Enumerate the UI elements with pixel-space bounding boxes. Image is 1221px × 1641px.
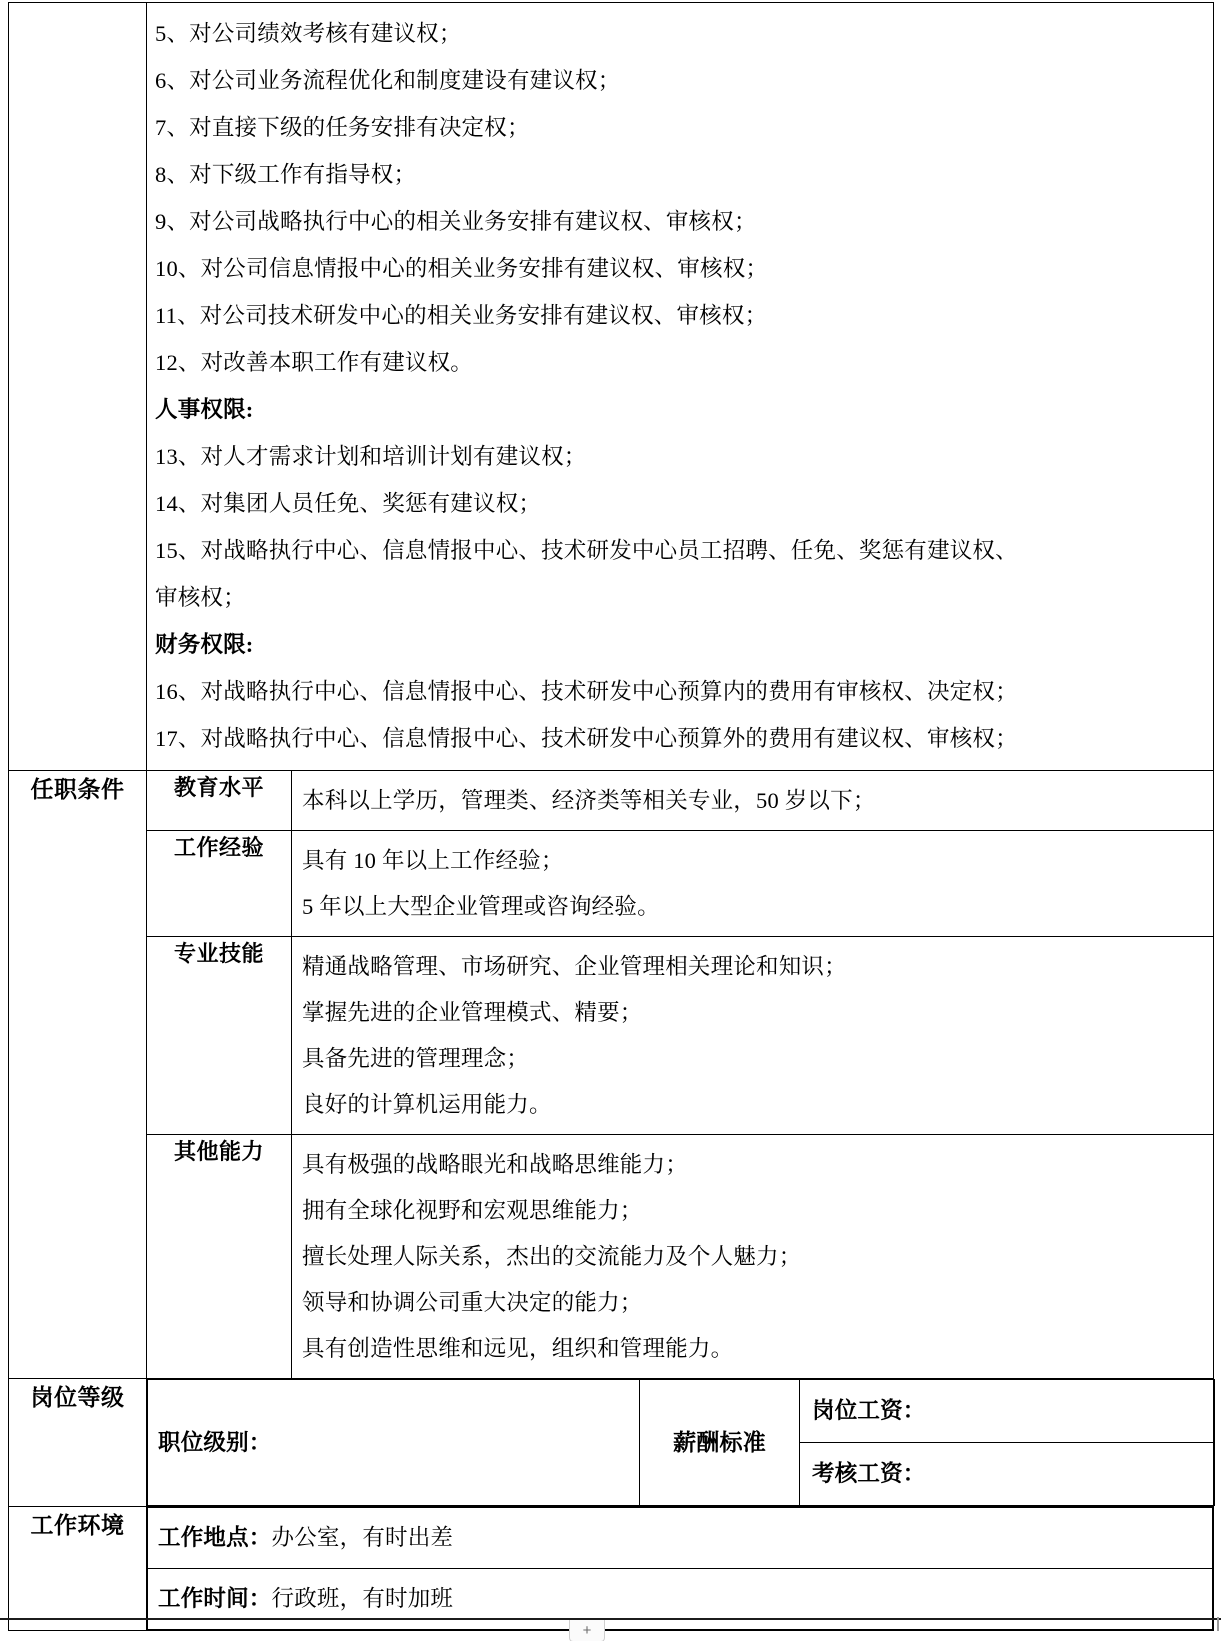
authority-item: 12、对改善本职工作有建议权。 xyxy=(155,350,474,375)
performance-salary-label: 考核工资： xyxy=(812,1461,926,1486)
position-level-label: 职位级别： xyxy=(158,1429,272,1455)
hr-authority-item: 15、对战略执行中心、信息情报中心、技术研发中心员工招聘、任免、奖惩有建议权、 xyxy=(155,538,1018,563)
authority-item: 5、对公司绩效考核有建议权； xyxy=(155,21,462,46)
work-hours-label: 工作时间： xyxy=(158,1586,272,1611)
qualifications-row-label-cell xyxy=(9,771,147,1379)
work-location-cell xyxy=(148,1508,1213,1569)
insert-page-button[interactable]: + xyxy=(569,1620,605,1641)
education-line: 本科以上学历，管理类、经济类等相关专业，50 岁以下； xyxy=(302,788,876,813)
authority-item: 9、对公司战略执行中心的相关业务安排有建议权、审核权； xyxy=(155,209,757,234)
authority-item: 10、对公司信息情报中心的相关业务安排有建议权、审核权； xyxy=(155,256,769,281)
base-salary-label: 岗位工资： xyxy=(812,1398,926,1423)
page-break-control xyxy=(0,1612,1221,1641)
experience-label: 工作经验 xyxy=(173,835,264,860)
finance-authority-item: 17、对战略执行中心、信息情报中心、技术研发中心预算外的费用有建议权、审核权； xyxy=(155,726,1018,751)
finance-authority-heading: 财务权限: xyxy=(155,632,254,657)
salary-standard-label-cell xyxy=(640,1380,800,1506)
work-location-label: 工作地点： xyxy=(158,1525,272,1550)
table-row-other-abilities xyxy=(9,1135,1214,1379)
other-abilities-line: 领导和协调公司重大决定的能力； xyxy=(302,1290,643,1315)
experience-line: 5 年以上大型企业管理或咨询经验。 xyxy=(302,894,660,919)
hr-authority-item: 审核权； xyxy=(155,585,246,610)
grade-row-label: 岗位等级 xyxy=(30,1385,125,1410)
grade-row-label-cell xyxy=(9,1379,147,1507)
table-row-authority xyxy=(9,3,1214,771)
education-label: 教育水平 xyxy=(173,775,264,800)
page-break-divider xyxy=(0,1618,1221,1620)
authority-content-cell xyxy=(147,3,1214,771)
grade-content-cell xyxy=(147,1379,1214,1507)
other-abilities-line: 擅长处理人际关系，杰出的交流能力及个人魅力； xyxy=(302,1244,802,1269)
authority-row-label xyxy=(9,3,146,11)
education-label-cell xyxy=(147,771,292,831)
education-content-cell xyxy=(292,771,1214,831)
skills-line: 掌握先进的企业管理模式、精要； xyxy=(302,1000,643,1025)
table-row-education xyxy=(9,771,1214,831)
table-row-experience xyxy=(9,831,1214,937)
work-location-value: 办公室，有时出差 xyxy=(271,1525,454,1550)
position-level-cell xyxy=(148,1380,640,1506)
performance-salary-cell xyxy=(800,1443,1215,1506)
scroll-tick-marker xyxy=(1217,1617,1219,1631)
work-location-row xyxy=(148,1508,1213,1569)
qualifications-row-label: 任职条件 xyxy=(30,777,125,802)
hr-authority-item: 13、对人才需求计划和培训计划有建议权； xyxy=(155,444,587,469)
grade-inner-row-1 xyxy=(148,1380,1215,1443)
authority-item: 6、对公司业务流程优化和制度建设有建议权； xyxy=(155,68,621,93)
base-salary-cell xyxy=(800,1380,1215,1443)
finance-authority-item: 16、对战略执行中心、信息情报中心、技术研发中心预算内的费用有审核权、决定权； xyxy=(155,679,1018,704)
other-abilities-line: 拥有全球化视野和宏观思维能力； xyxy=(302,1198,643,1223)
other-abilities-content-cell xyxy=(292,1135,1214,1379)
salary-standard-label: 薪酬标准 xyxy=(673,1429,766,1455)
other-abilities-label: 其他能力 xyxy=(173,1139,264,1164)
hr-authority-heading: 人事权限: xyxy=(155,397,254,422)
other-abilities-line: 具有极强的战略眼光和战略思维能力； xyxy=(302,1152,688,1177)
authority-item: 7、对直接下级的任务安排有决定权； xyxy=(155,115,530,140)
authority-row-label-cell xyxy=(9,3,147,771)
skills-label: 专业技能 xyxy=(173,941,264,966)
experience-label-cell xyxy=(147,831,292,937)
experience-line: 具有 10 年以上工作经验； xyxy=(302,848,564,873)
experience-content-cell xyxy=(292,831,1214,937)
authority-item: 8、对下级工作有指导权； xyxy=(155,162,417,187)
skills-line: 具备先进的管理理念； xyxy=(302,1046,530,1071)
table-row-skills xyxy=(9,937,1214,1135)
grade-inner-table xyxy=(147,1379,1215,1506)
work-environment-row-label: 工作环境 xyxy=(30,1513,125,1538)
work-hours-value: 行政班，有时加班 xyxy=(271,1586,454,1611)
hr-authority-item: 14、对集团人员任免、奖惩有建议权； xyxy=(155,491,542,516)
skills-line: 精通战略管理、市场研究、企业管理相关理论和知识； xyxy=(302,954,847,979)
table-row-grade xyxy=(9,1379,1214,1507)
job-description-table xyxy=(8,2,1214,1631)
other-abilities-label-cell xyxy=(147,1135,292,1379)
skills-line: 良好的计算机运用能力。 xyxy=(302,1092,552,1117)
skills-label-cell xyxy=(147,937,292,1135)
skills-content-cell xyxy=(292,937,1214,1135)
authority-item: 11、对公司技术研发中心的相关业务安排有建议权、审核权； xyxy=(155,303,768,328)
other-abilities-line: 具有创造性思维和远见，组织和管理能力。 xyxy=(302,1336,734,1361)
